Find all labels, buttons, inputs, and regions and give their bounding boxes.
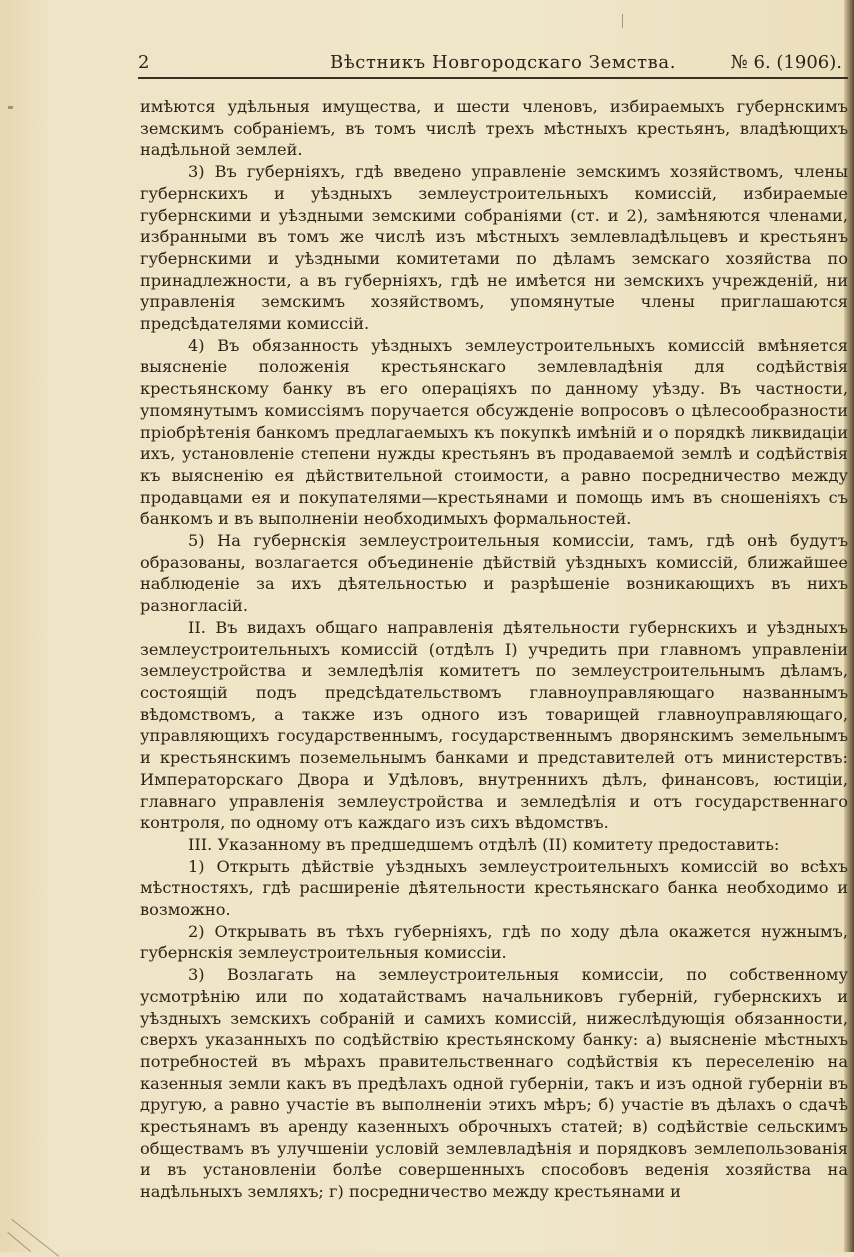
- paragraph: 4) Въ обязанность уѣздныхъ землеустроительныхъ комиссій вмѣняется выясненіе положенія крестьянскаго землевладѣнія для содѣйствія крестьянскому банку въ его операціяхъ по данному уѣзду. Въ частности, упомянутымъ комиссіямъ поручается обсужденіе вопросовъ о цѣлесообразности пріобрѣтенія банкомъ предлагаемыхъ къ покупкѣ имѣній и о порядкѣ ликвидаціи ихъ, установленіе степени нужды крестьянъ въ продаваемой землѣ и содѣйствія къ выясненію ея дѣйствительной стоимости, а равно посредничество между продавцами ея и покупателями—крестьянами и помощь имъ въ сношеніяхъ съ банкомъ и въ выполненіи необходимыхъ формальностей.: [140, 335, 848, 529]
- paragraph: имѣются удѣльныя имущества, и шести членовъ, избираемыхъ губернскимъ земскимъ собраніемъ, въ томъ числѣ трехъ мѣстныхъ крестьянъ, владѣющихъ надѣльной землей.: [140, 97, 848, 160]
- running-header: [138, 50, 846, 80]
- page-number: 2: [138, 52, 150, 73]
- journal-title: Вѣстникъ Новгородскаго Земства.: [330, 52, 677, 73]
- paragraph: III. Указанному въ предшедшемъ отдѣлѣ (II) комитету предоставить:: [188, 834, 780, 854]
- article-body: [140, 96, 848, 1203]
- paragraph: 5) На губернскія землеустроительныя комиссіи, тамъ, гдѣ онѣ будутъ образованы, возлагается объединеніе дѣйствій уѣздныхъ комиссій, ближайшее наблюденіе за ихъ дѣятельностью и разрѣшеніе возникающихъ въ нихъ разногласій.: [140, 531, 848, 616]
- paragraph: 3) Возлагать на землеустроительныя комиссіи, по собственному усмотрѣнію или по ходатайствамъ начальниковъ губерній, губернскихъ и уѣздныхъ земскихъ собраній и самихъ комиссій, нижеслѣдующія обязанности, сверхъ указанныхъ по содѣйствію крестьянскому банку: а) выясненіе мѣстныхъ потребностей въ мѣрахъ правительственнаго содѣйствія къ переселенію на казенныя земли какъ въ предѣлахъ одной губерніи, такъ и изъ одной губерніи въ другую, а равно участіе въ выполненіи этихъ мѣръ; б) участіе въ дѣлахъ о сдачѣ крестьянамъ въ аренду казенныхъ оброчныхъ статей; в) содѣйствіе сельскимъ обществамъ въ улучшеніи условій землевладѣнія и порядковъ землепользованія и въ установленіи болѣе совершенныхъ способовъ веденія хозяйства на надѣльныхъ земляхъ; г) посредничество между крестьянами и: [140, 965, 848, 1202]
- paragraph: 2) Открывать въ тѣхъ губерніяхъ, гдѣ по ходу дѣла окажется нужнымъ, губернскія землеустроительныя комиссіи.: [140, 921, 848, 963]
- paragraph: 1) Открыть дѣйствіе уѣздныхъ землеустроительныхъ комиссій во всѣхъ мѣстностяхъ, гдѣ расширеніе дѣятельности крестьянскаго банка необходимо и возможно.: [140, 856, 848, 920]
- paragraph: II. Въ видахъ общаго направленія дѣятельности губернскихъ и уѣздныхъ землеустроительныхъ комиссій (отдѣлъ I) учредить при главномъ управленіи землеустройства и земледѣлія комитетъ по землеустроительнымъ дѣламъ, состоящій подъ предсѣдательствомъ главноуправляющаго названнымъ вѣдомствомъ, а также изъ одного изъ товарищей главноуправляющаго, управляющихъ государственнымъ, государственнымъ дворянскимъ земельнымъ и крестьянскимъ поземельнымъ банками и представителей отъ министерствъ: Императорскаго Двора и Удѣловъ, внутреннихъ дѣлъ, финансовъ, юстиціи, главнаго управленія землеустройства и земледѣлія и отъ государственнаго контроля, по одному отъ каждаго изъ сихъ вѣдомствъ.: [140, 617, 848, 833]
- header-rule: [138, 77, 848, 79]
- issue-number: № 6. (1906).: [730, 52, 842, 73]
- paragraph: 3) Въ губерніяхъ, гдѣ введено управленіе земскимъ хозяйствомъ, члены губернскихъ и уѣздныхъ землеустроительныхъ комиссій, избираемые губернскими и уѣздными земскими собраніями (ст. и 2), замѣняются членами, избранными въ томъ же числѣ изъ мѣстныхъ землевладѣльцевъ и крестьянъ губернскими и уѣздными комитетами по дѣламъ земскаго хозяйства по принадлежности, а въ губерніяхъ, гдѣ не имѣется ни земскихъ учрежденій, ни управленія земскимъ хозяйствомъ, упомянутые члены приглашаются предсѣдателями комиссій.: [140, 162, 848, 334]
